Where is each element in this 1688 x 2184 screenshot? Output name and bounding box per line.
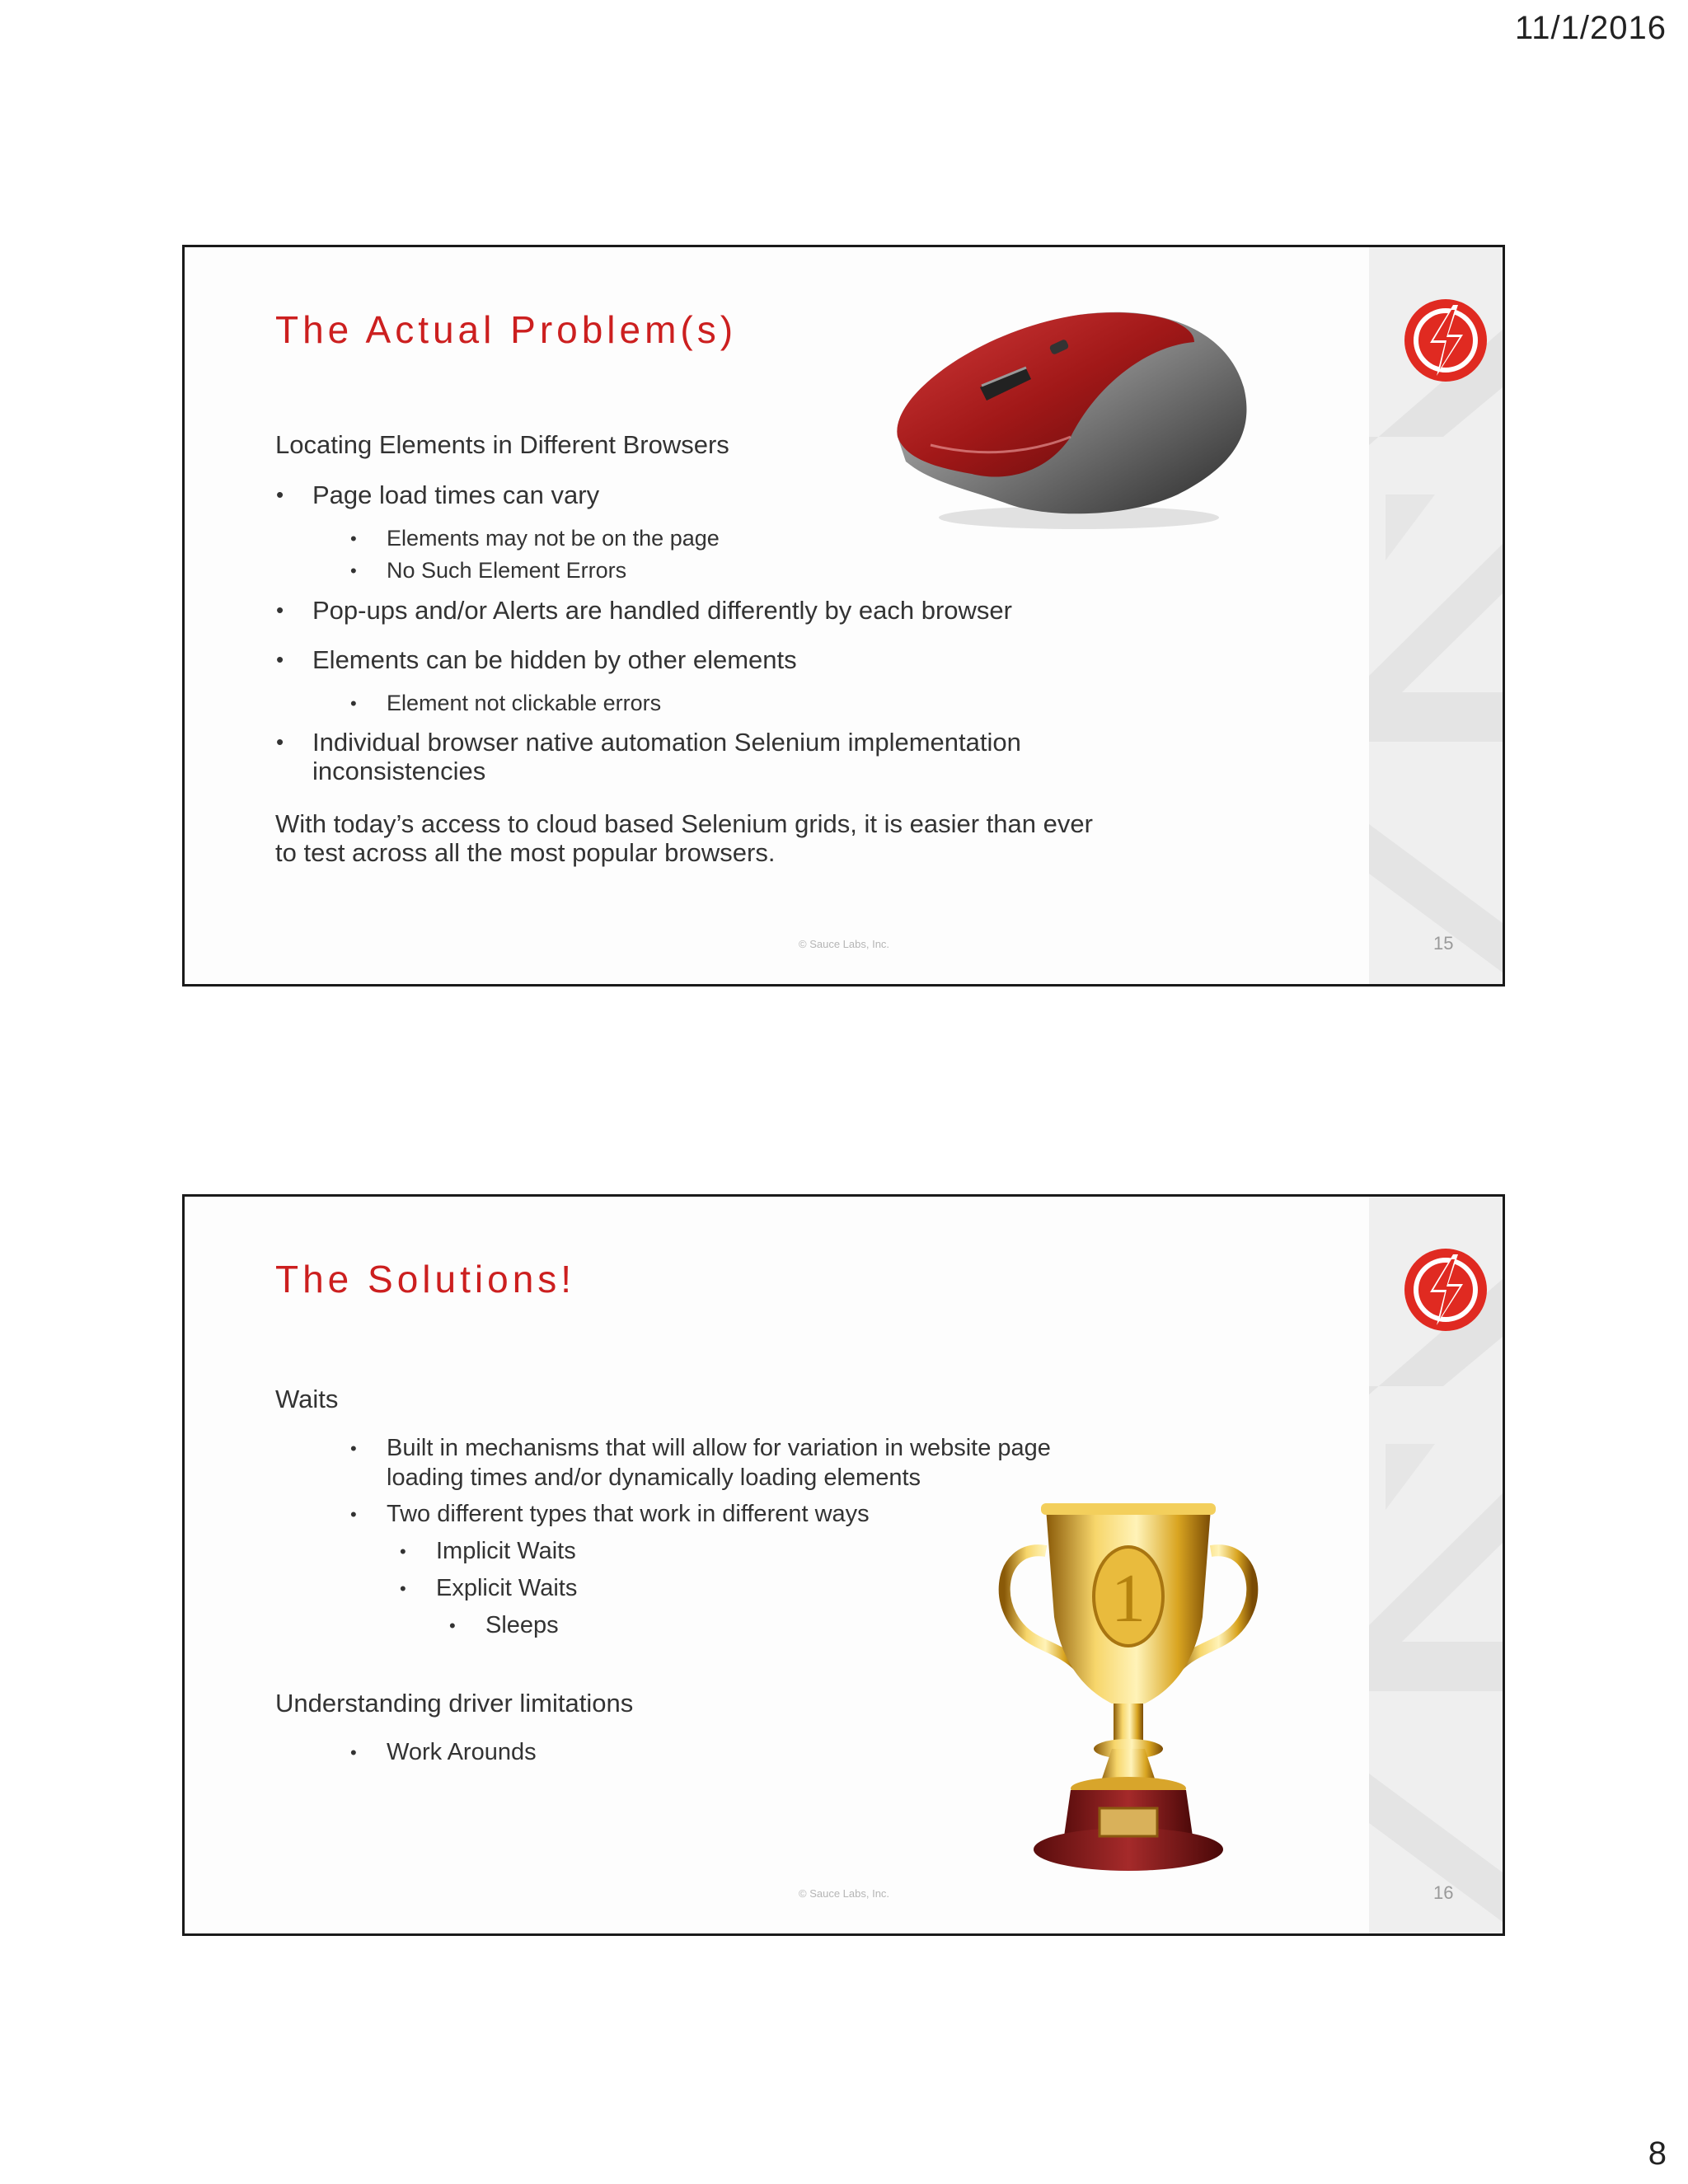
closing-text: to test across all the most popular browsers. <box>275 838 776 867</box>
copyright: © Sauce Labs, Inc. <box>799 938 890 950</box>
list-item: • Implicit Waits <box>400 1538 576 1564</box>
list-item: • Built in mechanisms that will allow for variation in website page <box>350 1435 1051 1461</box>
page-number: 8 <box>1648 2135 1667 2172</box>
slide-16 <box>182 1194 1505 1936</box>
slide-15 <box>182 245 1505 987</box>
copyright: © Sauce Labs, Inc. <box>799 1887 890 1900</box>
list-item: • Pop-ups and/or Alerts are handled differently by each browser <box>276 596 1012 625</box>
slide-title: The Actual Problem(s) <box>275 308 738 351</box>
list-item: • Sleeps <box>449 1612 559 1638</box>
slide-number: 15 <box>1433 933 1454 954</box>
slide-heading: Locating Elements in Different Browsers <box>275 430 729 459</box>
closing-text: With today’s access to cloud based Selenium grids, it is easier than ever <box>275 809 1093 838</box>
sauce-labs-logo-icon <box>1402 297 1489 384</box>
list-item: • Elements can be hidden by other elements <box>276 645 797 674</box>
page-date: 11/1/2016 <box>1515 10 1667 46</box>
list-item: • Page load times can vary <box>276 480 600 509</box>
sauce-labs-logo-icon <box>1402 1246 1489 1333</box>
list-item: • No Such Element Errors <box>350 558 627 583</box>
svg-text:1: 1 <box>1111 1560 1146 1637</box>
computer-mouse-icon <box>881 297 1260 536</box>
list-item: • Individual browser native automation Selenium implementation <box>276 728 1021 757</box>
list-item: • Two different types that work in different ways <box>350 1501 870 1527</box>
slide-title: The Solutions! <box>275 1258 576 1301</box>
list-item: • Element not clickable errors <box>350 691 662 715</box>
list-item: • Elements may not be on the page <box>350 526 720 551</box>
list-item: • Work Arounds <box>350 1739 537 1765</box>
slide-heading: Waits <box>275 1385 339 1413</box>
list-item-continuation: loading times and/or dynamically loading elements <box>387 1465 921 1491</box>
slide-heading: Understanding driver limitations <box>275 1689 634 1718</box>
list-item: • Explicit Waits <box>400 1575 578 1601</box>
trophy-icon <box>988 1502 1268 1889</box>
slide-number: 16 <box>1433 1882 1454 1903</box>
list-item-continuation: inconsistencies <box>312 757 486 785</box>
